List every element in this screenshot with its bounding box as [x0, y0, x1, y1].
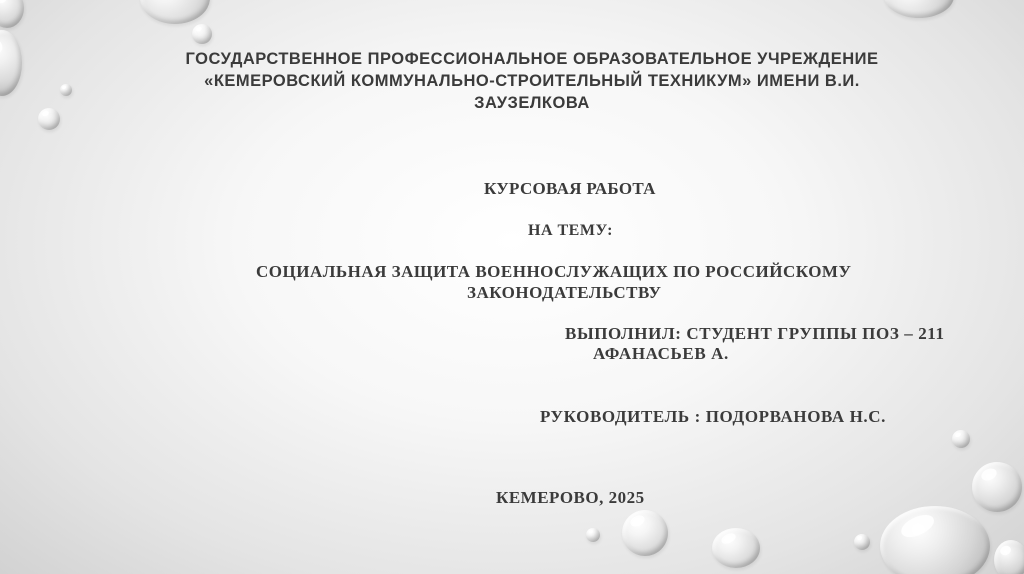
author-line-1: ВЫПОЛНИЛ: СТУДЕНТ ГРУППЫ ПОЗ – 211	[565, 324, 945, 343]
institution-name-line-1: ГОСУДАРСТВЕННОЕ ПРОФЕССИОНАЛЬНОЕ ОБРАЗОВАТЕЛЬНОЕ УЧРЕЖДЕНИЕ	[185, 50, 879, 68]
topic-line-2: ЗАКОНОДАТЕЛЬСТВУ	[467, 283, 662, 302]
work-type: КУРСОВАЯ РАБОТА	[484, 179, 656, 198]
water-drop-decoration	[854, 534, 870, 550]
water-drop-decoration	[38, 108, 60, 130]
author-name: АФАНАСЬЕВ А.	[593, 344, 729, 363]
water-drop-decoration	[972, 462, 1022, 512]
water-drop-decoration	[712, 528, 760, 568]
institution-name-line-2: «КЕМЕРОВСКИЙ КОММУНАЛЬНО-СТРОИТЕЛЬНЫЙ ТЕХНИКУМ» ИМЕНИ В.И.	[204, 72, 860, 90]
water-drop-decoration	[0, 30, 22, 96]
water-drop-decoration	[0, 0, 24, 28]
topic-label: НА ТЕМУ:	[528, 222, 613, 239]
water-drop-decoration	[880, 506, 990, 574]
water-drop-decoration	[622, 510, 668, 556]
institution-name-line-3: ЗАУЗЕЛКОВА	[474, 94, 590, 112]
water-drop-decoration	[884, 0, 954, 18]
supervisor: РУКОВОДИТЕЛЬ : ПОДОРВАНОВА Н.С.	[540, 407, 887, 426]
water-drop-decoration	[586, 528, 600, 542]
water-drop-decoration	[140, 0, 210, 24]
water-drop-decoration	[60, 84, 72, 96]
water-drop-decoration	[952, 430, 970, 448]
topic-line-1: СОЦИАЛЬНАЯ ЗАЩИТА ВОЕННОСЛУЖАЩИХ ПО РОССИЙСКОМУ	[256, 262, 852, 281]
water-drop-decoration	[192, 24, 212, 44]
water-drop-decoration	[994, 540, 1024, 574]
city-year: КЕМЕРОВО, 2025	[496, 488, 645, 507]
